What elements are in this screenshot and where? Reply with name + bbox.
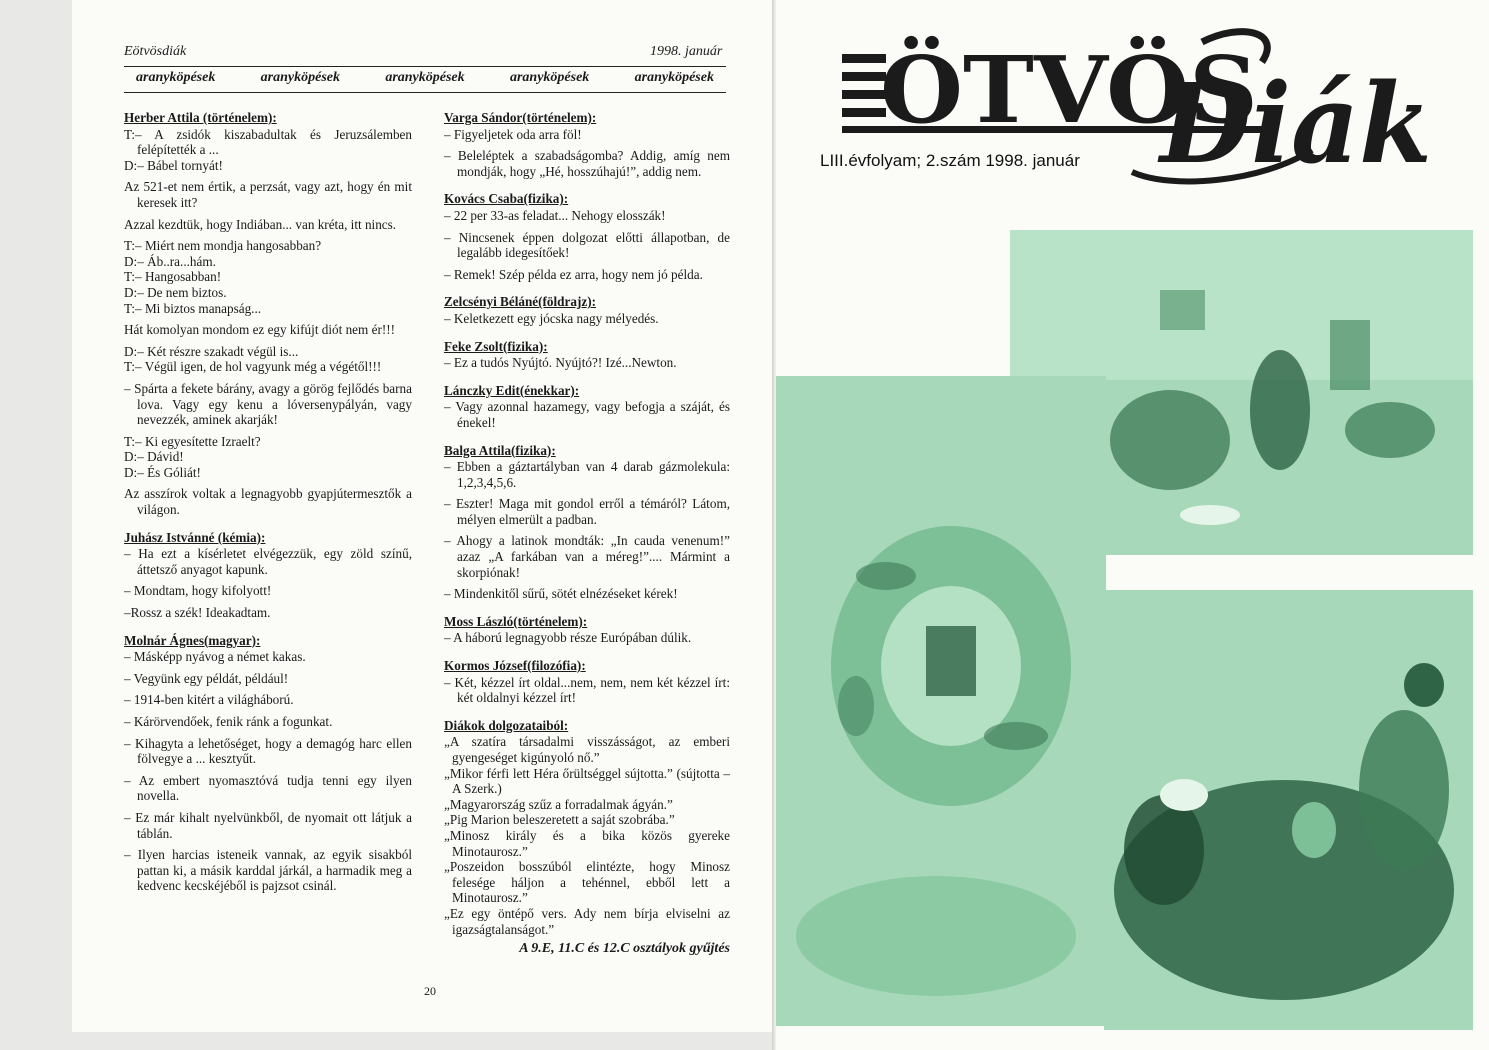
banner-word: aranyköpések (136, 70, 216, 85)
section-banner (124, 70, 726, 89)
quote-line: D:– Dávid! (124, 449, 184, 465)
quote-line: –Rossz a szék! Ideakadtam. (124, 605, 271, 621)
teacher-heading: Juhász Istvánné (kémia): (124, 529, 266, 545)
quote-line: D:– Két részre szakadt végül is... (124, 343, 299, 359)
quote-line: – Keletkezett egy jócska nagy mélyedés. (444, 310, 659, 326)
quote-line: – Vegyünk egy példát, például! (124, 670, 289, 686)
banner-word: aranyköpések (509, 70, 590, 85)
teacher-block-lanczky (444, 383, 730, 431)
photo-scene-bottom (1104, 590, 1473, 1030)
banner-rule (124, 92, 726, 93)
banner-word: aranyköpések (634, 70, 714, 85)
teacher-heading: Balga Attila(fizika): (444, 442, 556, 458)
quote-line: D:– És Góliát! (124, 464, 201, 480)
teacher-heading: Lánczky Edit(énekkar): (444, 382, 580, 398)
quote-line: D:– De nem biztos. (124, 284, 227, 300)
teacher-heading: Zelcsényi Béláné(földrajz): (444, 294, 596, 310)
teacher-heading: Herber Attila (történelem): (124, 110, 277, 125)
quote-line: – 1914-ben kitért a világháború. (124, 692, 294, 708)
quote-line: – Figyeljetek oda arra föl! (444, 126, 582, 142)
quote-line: – Mondtam, hogy kifolyott! (124, 583, 272, 599)
teacher-block-moss (444, 614, 730, 646)
quote-line: – Eszter! Maga mit gondol erről a témáról? Látom, mélyen elmerült a padban. (444, 496, 730, 527)
quote-line: T:– Végül igen, de hol vagyunk még a végétől!!! (124, 359, 382, 375)
collection-credit: A 9.E, 11.C és 12.C osztályok gyűjtés (519, 941, 730, 957)
quote-line: – Az embert nyomasztóvá tudja tenni egy ilyen novella. (124, 772, 412, 804)
essay-quote: „Mikor férfi lett Héra őrültséggel sújtotta.” (sújtotta – A Szerk.) (444, 765, 730, 797)
quote-line: – Két, kézzel írt oldal...nem, nem, nem két kézzel írt: két oldalnyi kézzel írt! (444, 674, 730, 706)
teacher-block-kormos (444, 658, 730, 706)
teacher-heading: Molnár Ágnes(magyar): (124, 632, 261, 648)
quote-line: – Beleléptek a szabadságomba? Addig, amíg nem mondják, hogy „Hé, hosszúhajú!”, addig nem. (444, 148, 730, 179)
quote-line: – Kihagyta a lehetőséget, hogy a demagóg harc ellen fölvegye a ... kesztyűt. (124, 735, 412, 767)
teacher-heading: Feke Zsolt(fizika): (444, 338, 548, 354)
teacher-heading: Kovács Csaba(fizika): (444, 191, 569, 207)
banner-word: aranyköpések (260, 70, 340, 85)
quote-line: – Remek! Szép példa ez arra, hogy nem jó példa. (444, 266, 703, 282)
quote-line: – Spárta a fekete bárány, avagy a görög fejlődés barna lova. Vagy egy kenu a lóversenypályán, vagy nevezzék, aminek akarják! (124, 380, 412, 428)
teacher-block-feke (444, 339, 730, 371)
teacher-block-juhasz (124, 530, 412, 621)
teacher-block-balga (444, 443, 730, 602)
quote-line: T:– Miért nem mondja hangosabban? (124, 238, 322, 254)
quote-line: D:– Áb..ra...hám. (124, 253, 216, 269)
essay-quote: „Magyarország szűz a forradalmak ágyán.” (444, 796, 673, 812)
quote-line: – A háború legnagyobb része Európában dúlik. (444, 630, 692, 646)
quote-line: T:– Mi biztos manapság... (124, 300, 262, 316)
quote-line: – Ez a tudós Nyújtó. Nyújtó?! Izé...Newton. (444, 355, 677, 371)
quote-line: – 22 per 33-as feladat... Nehogy elosszák! (444, 207, 666, 223)
quote-line: T:– A zsidók kiszabadultak és Jeruzsálemben felépítették a ... (124, 126, 412, 158)
issue-line: LIII.évfolyam; 2.szám 1998. január (820, 151, 1080, 170)
teacher-block-zelcsenyi (444, 294, 730, 326)
quote-line: Az 521-et nem értik, a perzsát, vagy azt, hogy én mit keresek itt? (124, 179, 412, 210)
essay-quote: „Minosz király és a bika közös gyereke Minotaurosz.” (444, 827, 730, 859)
quote-line: – Kárörvendőek, fenik ránk a fogunkat. (124, 714, 333, 729)
masthead-word-diak: Diák (1157, 59, 1432, 188)
quote-line: – Ha ezt a kísérletet elvégezzük, egy zöld színű, áttetsző anyagot kapunk. (124, 546, 412, 577)
photo-scene-center (776, 376, 1106, 1026)
quote-line: T:– Ki egyesítette Izraelt? (124, 433, 261, 449)
teacher-heading: Diákok dolgozataiból: (444, 717, 569, 733)
header-rule (124, 66, 726, 67)
quote-line: – Ebben a gáztartályban van 4 darab gázmolekula: 1,2,3,4,5,6. (444, 459, 730, 490)
cover-photo-center (776, 376, 1106, 1026)
essay-quote: „A szatíra társadalmi visszásságot, az emberi gyengeséget kigúnyoló nő.” (444, 734, 730, 765)
banner-word: aranyköpések (385, 70, 465, 85)
essay-quote: „Ez egy öntépő vers. Ady nem bírja elviselni az igazságtalanságot.” (444, 905, 730, 937)
teacher-block-herber (124, 110, 412, 518)
quote-line: Hát komolyan mondom ez egy kifújt diót nem ér!!! (124, 322, 396, 338)
quote-line: Azzal kezdtük, hogy Indiában... van kréta, itt nincs. (124, 216, 397, 232)
teacher-heading: Kormos József(filozófia): (444, 658, 586, 674)
running-header-title: Eötvösdiák (124, 44, 187, 59)
quote-line: – Nincsenek éppen dolgozat előtti állapotban, de legalább idegesítőek! (444, 229, 730, 261)
student-essays-block (444, 718, 730, 957)
teacher-heading: Varga Sándor(történelem): (444, 110, 597, 125)
quote-line: – Ilyen harcias isteneik vannak, az egyik sisakból pattan ki, a másik karddal járkál, a harmadik meg a kedvenc kecskéjéből is pajzsot csinál. (124, 847, 412, 894)
quotes-column-right (444, 110, 730, 971)
quote-line: Az asszírok voltak a legnagyobb gyapjútermesztők a világon. (124, 486, 412, 518)
quote-line: – Vagy azonnal hazamegy, vagy befogja a száját, és énekel! (444, 399, 730, 430)
quote-line: – Ahogy a latinok mondták: „In cauda venenum!” azaz „A farkában van a méreg!”.... Mármint a skorpiónak! (444, 533, 730, 580)
quotes-column-left (124, 110, 412, 906)
quote-line: – Ez már kihalt nyelvünkből, de nyomait ott látjuk a táblán. (124, 809, 412, 841)
quote-line: – Másképp nyávog a német kakas. (124, 649, 306, 665)
page-number: 20 (424, 984, 436, 998)
quote-line: T:– Hangosabban! (124, 269, 222, 285)
essay-quote: „Pig Marion beleszeretett a saját szobrába.” (444, 812, 675, 828)
running-header-date: 1998. január (650, 44, 723, 59)
cover-photo-bottom (1104, 590, 1473, 1030)
teacher-block-molnar (124, 633, 412, 894)
masthead-word-otvos: ÖTVÖS (880, 36, 1245, 144)
teacher-block-varga (444, 110, 730, 179)
quote-line: D:– Bábel tornyát! (124, 157, 223, 173)
essay-quote: „Poszeidon bosszúból elintézte, hogy Minosz felesége háljon a tehénnel, ebből lett a Minotaurosz.” (444, 859, 730, 906)
teacher-block-kovacs (444, 191, 730, 282)
quote-line: – Mindenkitől sűrű, sötét elnézéseket kérek! (444, 586, 678, 602)
teacher-heading: Moss László(történelem): (444, 613, 588, 629)
